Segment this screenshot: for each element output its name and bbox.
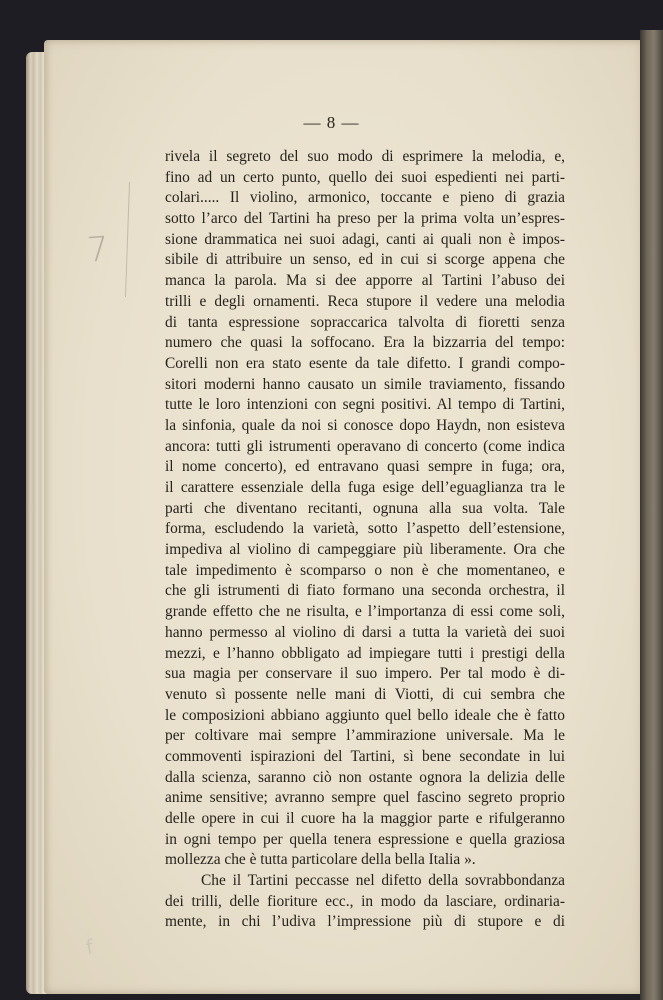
text-line: che gli istrumenti di fiato formano una seconda orchestra, il [165,582,565,600]
text-line: grande effetto che ne risulta, e l’importanza di essi come soli, [165,603,565,621]
text-line: impediva al violino di campeggiare più liberamente. Ora che [165,541,565,559]
text-line: delle opere in cui il cuore ha la maggior parte e rifulgeranno [165,810,565,827]
pencil-annotation-bottom: f [83,934,96,960]
text-line: rivela il segreto del suo modo di esprimere la melodia, e, [165,148,565,165]
text-line: dei trilli, delle fioriture ecc., in modo da lasciare, ordinaria- [165,892,565,910]
text-line: le composizioni abbiano aggiunto quel bello ideale che è fatto [165,706,565,724]
text-line: dalla scienza, saranno ciò non ostante ognora la delizia delle [165,768,565,786]
text-line: sibile di attribuire un senso, ed in cui si scorge appena che [165,251,565,269]
text-line: mente, in chi l’udiva l’impressione più di stupore e di [165,913,565,931]
text-line: Che il Tartini peccasse nel difetto della sovrabbondanza [201,872,565,890]
pencil-annotation: 7 [85,229,111,271]
binding-shadow [640,30,663,1000]
text-line: ancora: tutti gli istrumenti operavano di concerto (come indica [165,437,565,455]
text-line: per coltivare mai sempre l’ammirazione universale. Ma le [165,727,565,745]
text-line: sua magia per conservare il suo impero. Per tal modo è di- [165,665,565,683]
text-line: di tanta espressione sopraccarica talvolta di fioretti senza [165,313,565,331]
text-line: sitori moderni hanno causato un simile traviamento, fissando [165,375,565,393]
text-line: il nome concerto), ed entravano quasi sempre in fuga; ora, [165,458,565,476]
text-line: commoventi ispirazioni del Tartini, sì bene secondate in lui [165,747,565,765]
text-line: tutte le loro intenzioni con segni positivi. Al tempo di Tartini, [165,396,565,414]
text-line: fino ad un certo punto, quello dei suoi espedienti nei parti- [165,168,565,186]
text-line: trilli e degli ornamenti. Reca stupore il vedere una melodia [165,292,565,310]
text-line: venuto sì possente nelle mani di Viotti, di cui sembra che [165,685,565,703]
text-line: numero che quasi la soffocano. Era la bizzarria del tempo: [165,334,565,352]
text-line: manca la parola. Ma si dee apporre al Tartini l’abuso dei [165,272,565,290]
text-line: hanno permesso al violino di darsi a tutta la varietà dei suoi [165,623,565,641]
text-line: mollezza che è tutta particolare della bella Italia ». [165,851,476,869]
text-line: mezzi, e l’hanno obbligato ad impiegare tutti i prestigi della [165,644,565,662]
body-text [165,147,565,933]
text-line: anime sensitive; avranno sempre quel fascino segreto proprio [165,789,565,807]
text-line: la sinfonia, quale da noi si conosce dopo Haydn, non esisteva [165,416,565,434]
text-line: tale impedimento è scomparso o non è che momentaneo, e [165,561,565,579]
text-line: sione drammatica nei suoi adagi, canti ai quali non è impos- [165,230,565,248]
text-line: colari..... Il violino, armonico, toccante e pieno di grazia [165,189,565,207]
text-line: in ogni tempo per quella tenera espressione e quella graziosa [165,830,565,848]
text-line: forma, escludendo la varietà, sotto l’aspetto dell’estensione, [165,520,565,538]
page-number: — 8 — [303,113,360,132]
text-line: sotto l’arco del Tartini ha preso per la prima volta un’espres- [165,210,565,228]
text-line: Corelli non era stato esente da tale difetto. I grandi compo- [165,354,565,372]
text-line: parti che diventano recitanti, ognuna alla sua volta. Tale [165,499,565,517]
text-line: il carattere essenziale della fuga esige dell’eguaglianza tra le [165,479,565,496]
